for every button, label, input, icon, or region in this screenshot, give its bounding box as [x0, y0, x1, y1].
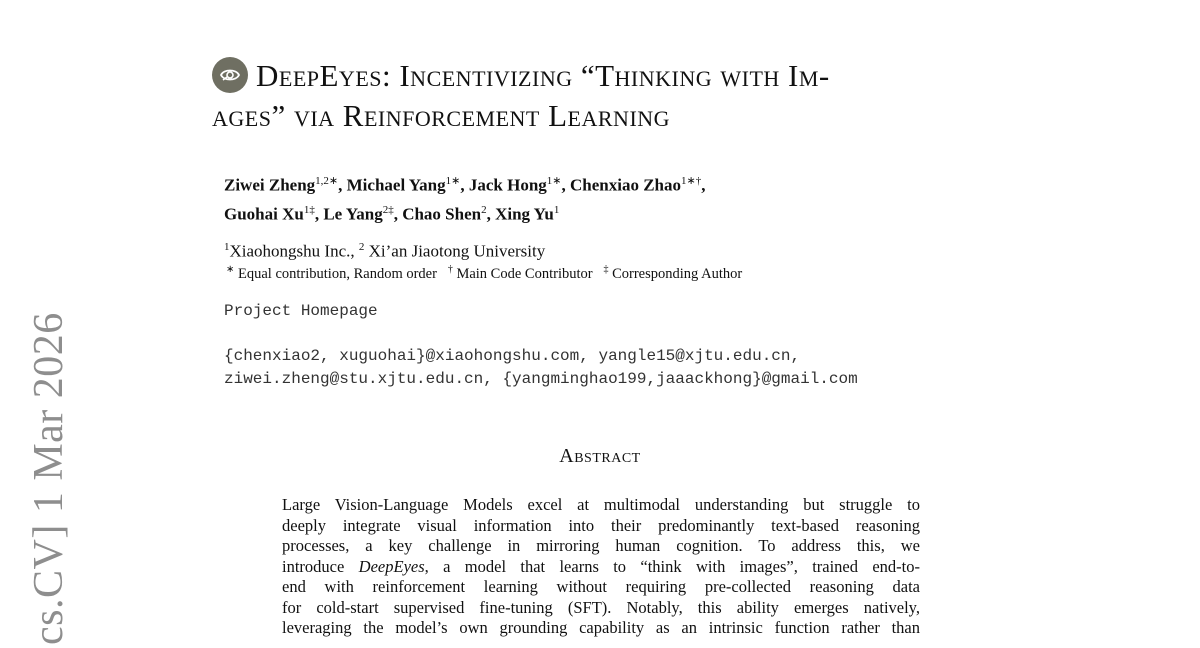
email-line-2: ziwei.zheng@stu.xjtu.edu.cn, {yangminghao199,jaaackhong}@gmail.com — [224, 370, 858, 388]
note-symbol: ‡ — [603, 264, 609, 275]
author-name: Guohai Xu — [224, 204, 304, 224]
note-text: Equal contribution, Random order — [234, 265, 437, 282]
author-sep: , — [486, 204, 496, 224]
note-text: Corresponding Author — [608, 265, 743, 282]
title-line-1: DeepEyes: Incentivizing “Thinking with Im- — [256, 58, 830, 93]
author-name: Ziwei Zheng — [224, 175, 316, 195]
author-sup: 1,2∗ — [315, 175, 339, 187]
note-text: Main Code Contributor — [452, 265, 593, 282]
author-sup: 1‡ — [303, 203, 315, 216]
project-homepage-link[interactable]: Project Homepage — [224, 302, 378, 320]
email-line-1: {chenxiao2, xuguohai}@xiaohongshu.com, yangle15@xjtu.edu.cn, — [224, 347, 801, 365]
author-name: Chao Shen — [402, 204, 482, 224]
email-list — [224, 345, 858, 391]
note-symbol: ∗ — [226, 264, 235, 275]
author-name: Michael Yang — [346, 175, 446, 195]
model-name-emphasis: DeepEyes — [358, 556, 425, 576]
title-line-2: ages” via Reinforcement Learning — [212, 98, 671, 133]
abstract-line: leveraging the model’s own grounding capability as an intrinsic function rather than — [282, 618, 920, 637]
abstract-line: for cold-start supervised fine-tuning (SFT). Notably, this ability emerges natively, — [282, 597, 920, 617]
author-sup: 1∗ — [445, 175, 461, 187]
author-sep: , — [701, 175, 706, 195]
author-sup: 2 — [481, 203, 487, 216]
author-sep: , — [393, 204, 403, 224]
abstract-line: Large Vision-Language Models excel at multimodal understanding but struggle to — [282, 495, 920, 514]
affil-org: Xi’an Jiaotong University — [364, 241, 546, 261]
abstract-body — [282, 495, 920, 639]
affil-sup: 1 — [224, 241, 230, 253]
author-sup: 1 — [553, 203, 560, 216]
abstract-text: , a model that learns to “think with images”, trained end-to- — [424, 556, 921, 576]
abstract-text: introduce — [282, 556, 359, 576]
author-sup: 2‡ — [382, 203, 394, 216]
eye-logo-icon — [212, 57, 248, 93]
paper-title-block — [212, 56, 1012, 136]
abstract-line: processes, a key challenge in mirroring human cognition. To address this, we — [282, 536, 920, 555]
author-name: Chenxiao Zhao — [570, 175, 682, 195]
affil-sup: 2 — [358, 241, 365, 253]
affiliations — [224, 236, 984, 263]
author-name: Jack Hong — [468, 175, 547, 195]
arxiv-side-stamp: cs.CV] 1 Mar 2026 — [26, 312, 72, 645]
abstract-line: end with reinforcement learning without requiring pre-collected reasoning data — [282, 577, 920, 596]
author-sep: , — [561, 175, 571, 195]
abstract-heading: Abstract — [559, 445, 641, 467]
author-sep: , — [314, 204, 324, 224]
author-sep: , — [338, 175, 347, 195]
paper-title — [212, 56, 1012, 136]
contribution-notes — [226, 260, 986, 284]
author-sup: 1∗† — [681, 175, 702, 187]
author-list — [224, 169, 984, 226]
abstract-line — [282, 557, 920, 578]
abstract-line: deeply integrate visual information into their predominantly text-based reasoning — [282, 515, 920, 535]
author-sup: 1∗ — [546, 175, 562, 187]
note-symbol: † — [447, 264, 453, 275]
author-name: Xing Yu — [495, 204, 554, 224]
author-name: Le Yang — [323, 204, 383, 224]
affil-org: Xiaohongshu Inc., — [229, 241, 359, 261]
author-sep: , — [460, 175, 469, 195]
